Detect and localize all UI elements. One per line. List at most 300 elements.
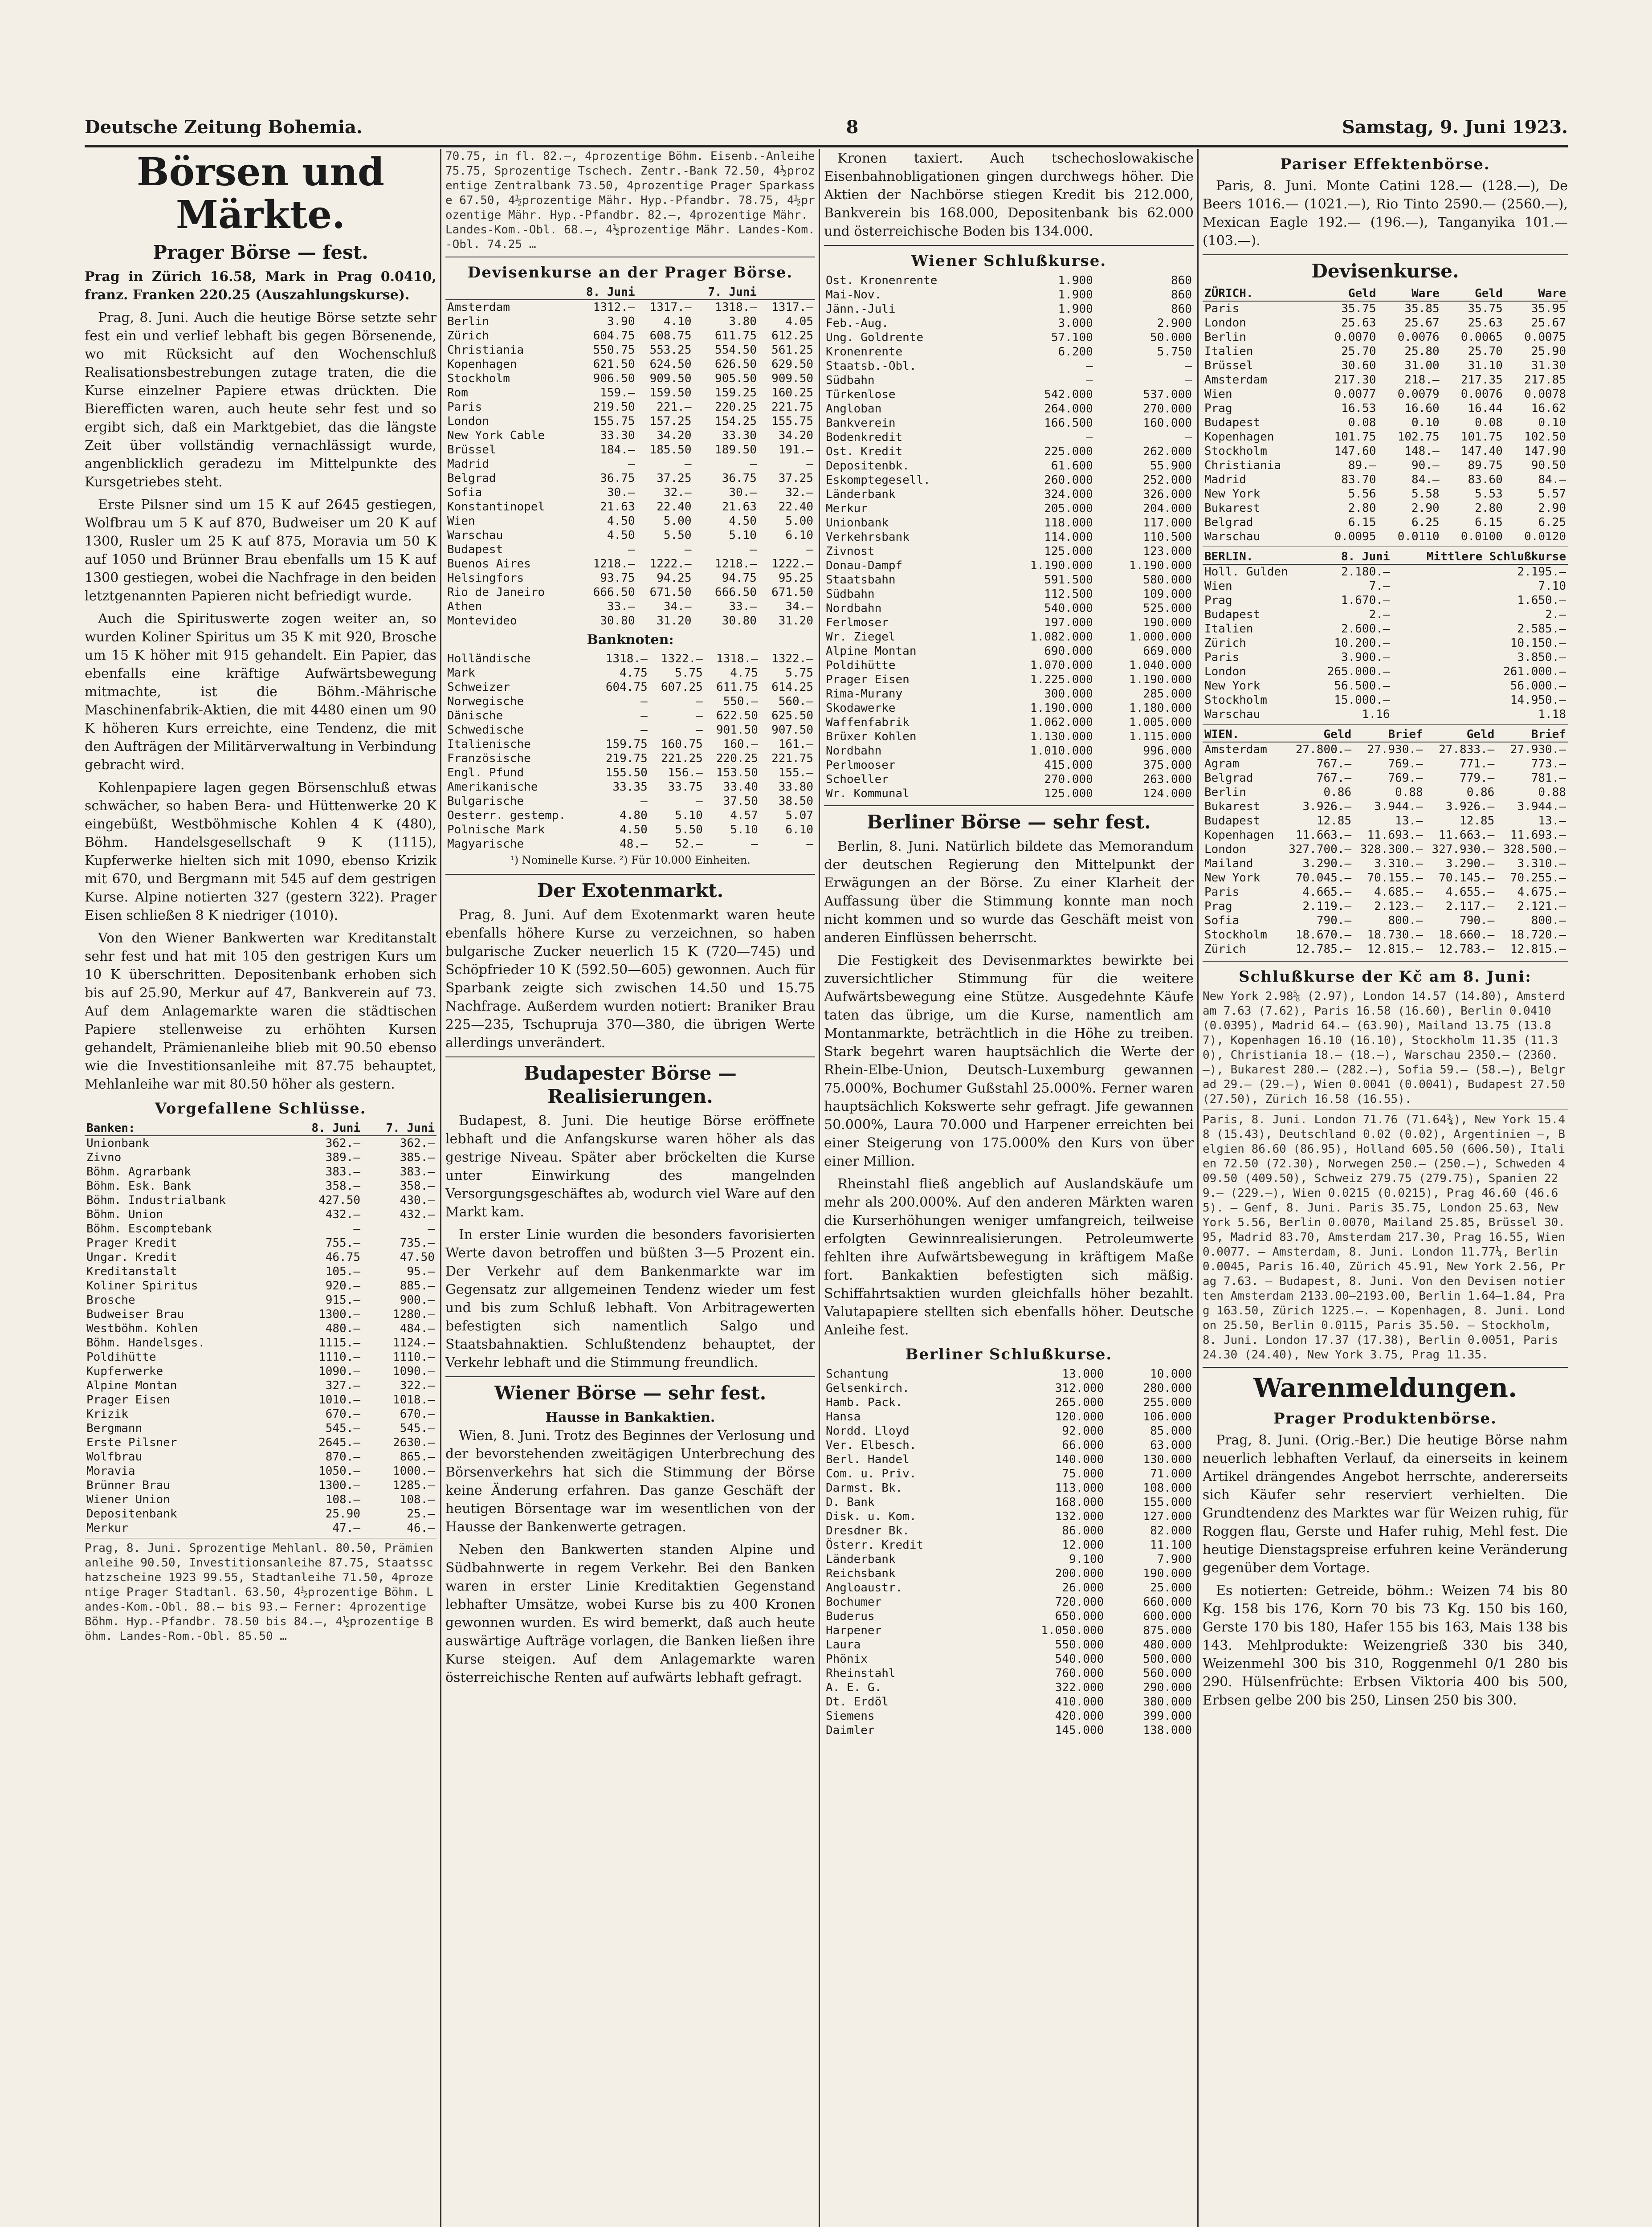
row-value: 95.— (407, 1265, 435, 1278)
row-value: 252.000 (1143, 473, 1192, 487)
row-value: — (1086, 431, 1093, 444)
table-row (1203, 622, 1568, 636)
row-label: Paris (447, 400, 482, 414)
row-value: 3.000 (1058, 317, 1093, 330)
row-label: Schweizer (447, 681, 510, 694)
row-label: Merkur (826, 502, 868, 515)
row-label: Italien (1204, 345, 1253, 358)
row-value: 34.20 (657, 429, 692, 442)
row-value: 779.— (1460, 771, 1495, 785)
row-value: 10.000 (1150, 1367, 1192, 1381)
row-value: 3.80 (729, 315, 757, 328)
row-value: 27.800.— (1295, 743, 1352, 756)
page-header (85, 111, 1568, 143)
table-row (1203, 444, 1568, 458)
row-value: 909.50 (771, 372, 813, 385)
row-value: 219.75 (605, 752, 648, 765)
row-value: 1.650.— (1517, 594, 1566, 607)
table-row (824, 373, 1194, 387)
column-divider (440, 149, 441, 2227)
row-label: Schantung (826, 1367, 889, 1381)
table-row (1203, 359, 1568, 373)
table-row (445, 314, 815, 329)
row-value: 4.685.— (1374, 885, 1423, 899)
table-row (824, 1695, 1194, 1709)
row-value: 324.000 (1044, 488, 1093, 501)
row-value: 10.200.— (1334, 636, 1390, 650)
row-value: 622.50 (716, 709, 758, 722)
row-label: A. E. G. (826, 1681, 882, 1694)
row-label: Zürich (1204, 636, 1246, 650)
prague-devisen-table (445, 285, 815, 628)
row-value: 607.25 (661, 681, 703, 694)
row-value: 106.000 (1143, 1410, 1192, 1423)
row-value: 5.10 (675, 809, 703, 822)
row-value: 16.62 (1531, 402, 1566, 415)
row-value: 328.300.— (1360, 843, 1423, 856)
row-value: 148.— (1404, 445, 1440, 458)
row-value: 907.50 (771, 723, 813, 737)
row-label: Laura (826, 1638, 861, 1652)
row-value: 6.15 (1475, 516, 1503, 529)
table-row (445, 428, 815, 443)
row-value: 1222.— (649, 557, 692, 571)
row-value: 383.— (400, 1165, 435, 1179)
table-row (824, 787, 1194, 801)
table-row (445, 414, 815, 428)
row-value: 1300.— (318, 1479, 360, 1492)
row-value: 155.75 (593, 415, 635, 428)
article-paragraph: Prag, 8. Juni. (Orig.-Ber.) Die heutige Börse nahm neuerlich lebhaften Verlauf, da einerseits in keinem Artikel drängendes Angebot herrschte, andererseits sich Käufer sehr reserviert verhielten. Die Grundtendenz des Marktes war für Weizen ruhig, für Roggen flau, Gerste und Hafer ruhig, Mehl fest. Die heutige Dienstagspreise erfuhren keine Veränderung gegenüber dem Vortage. (1203, 1432, 1568, 1576)
column-1 (85, 149, 436, 2227)
row-value: 46.— (407, 1521, 435, 1535)
exoten-article: Prag, 8. Juni. Auf dem Exotenmarkt waren heute ebenfalls höhere Kurse zu verzeichnen, so haben bulgarische Zucker neuerlich 15 K (720—745) und Schöpfrieder 10 K (592.50—605) gewonnen. Auch für Sparbank zeigte sich zwischen 14.50 und 15.75 Nachfrage. Außerdem wurden notiert: Braniker Brau 225—235, Tschupruja 370—380, die übrigen Werte allerdings unverändert. (445, 907, 815, 1051)
table-row (824, 658, 1194, 673)
row-value: 4.50 (607, 514, 635, 528)
row-value: — (640, 723, 648, 737)
row-value: 34.— (785, 600, 813, 613)
row-value: 906.50 (593, 372, 635, 385)
row-value: 375.000 (1143, 759, 1192, 772)
row-label: Böhm. Union (86, 1208, 163, 1221)
table-row (1203, 742, 1568, 757)
row-value: 34.— (663, 600, 692, 613)
row-value: — (684, 457, 692, 471)
row-value: 124.000 (1143, 787, 1192, 800)
row-value: 3.310.— (1517, 857, 1566, 870)
row-value: 93.75 (600, 571, 635, 585)
table-header-cell: ZÜRICH. (1203, 286, 1314, 301)
row-label: Brüxer Kohlen (826, 730, 917, 743)
exchange-rates-line: Prag in Zürich 16.58, Mark in Prag 0.0410, franz. Franken 220.25 (Auszahlungskurse). (85, 269, 436, 303)
row-label: London (447, 415, 489, 428)
row-label: Paris (1204, 885, 1240, 899)
row-value: 1110.— (318, 1350, 360, 1364)
row-value: 6.25 (1538, 516, 1566, 529)
row-value: 1318.— (715, 301, 757, 314)
row-value: 7.10 (1538, 579, 1566, 593)
row-label: Unionbank (826, 516, 889, 530)
row-value: 666.50 (593, 586, 635, 599)
row-value: 885.— (400, 1279, 435, 1293)
row-value: 7.— (1369, 579, 1390, 593)
banknoten-label: Banknoten: (587, 632, 674, 648)
table-row (1203, 515, 1568, 530)
row-value: 2.— (1369, 608, 1390, 621)
row-value: 155.50 (605, 766, 648, 779)
row-value: 0.88 (1538, 786, 1566, 799)
row-value: 1.005.000 (1129, 716, 1192, 729)
row-value: 735.— (400, 1236, 435, 1250)
table-header-cell: 8. Juni (571, 285, 636, 300)
table-row (445, 400, 815, 414)
row-label: Ferlmoser (826, 616, 889, 629)
row-label: Berl. Handel (826, 1453, 910, 1466)
row-label: Dt. Erdöl (826, 1695, 889, 1709)
produkten-article (1203, 1431, 1568, 1709)
row-value: 4.675.— (1517, 885, 1566, 899)
row-value: — (1185, 431, 1192, 444)
row-value: 327.— (325, 1379, 360, 1392)
table-header-cell: Banken: (85, 1121, 288, 1136)
row-value: 905.50 (715, 372, 757, 385)
row-value: 33.30 (722, 429, 757, 442)
row-value: 33.40 (723, 780, 758, 794)
article-paragraph: Es notierten: Getreide, böhm.: Weizen 74 bis 80 Kg. 158 bis 176, Korn 70 bis 73 Kg. 150 bis 160, Gerste 170 bis 180, Hafer 155 bis 163, Mais 138 bis 143. Mehlprodukte: Weizengrieß 330 bis 340, Weizenmehl 300 bis 310, Roggenmehl 0/1 280 bis 290. Hülsenfrüchte: Erbsen Viktoria 400 bis 500, Erbsen gelbe 200 bis 250, Linsen 250 bis 300. (1203, 1583, 1568, 1708)
row-value: 5.58 (1411, 487, 1440, 501)
table-row (824, 687, 1194, 701)
wien-closing-title: Wiener Schlußkurse. (911, 252, 1107, 270)
row-value: 2645.— (318, 1436, 360, 1449)
zurich-table (1203, 286, 1568, 544)
row-value: 16.60 (1404, 402, 1440, 415)
row-label: Phönix (826, 1652, 868, 1666)
row-value: 1218.— (715, 557, 757, 571)
row-label: Wien (447, 514, 475, 528)
row-value: 160.75 (661, 738, 703, 751)
row-value: 90.— (1411, 459, 1440, 472)
row-value: 3.290.— (1302, 857, 1352, 870)
row-value: 113.000 (1055, 1481, 1104, 1495)
row-value: 25.63 (1468, 316, 1503, 330)
row-value: 560.— (778, 695, 813, 708)
row-value: 11.693.— (1510, 828, 1566, 842)
row-value: 85.000 (1150, 1424, 1192, 1438)
row-value: 159.75 (605, 738, 648, 751)
row-value: 790.— (1460, 914, 1495, 927)
row-label: Kronenrente (826, 345, 903, 359)
row-value: 155.000 (1143, 1496, 1192, 1509)
row-label: Länderbank (826, 1553, 896, 1566)
table-row (445, 666, 815, 680)
row-value: 621.50 (593, 358, 635, 371)
row-value: 110.500 (1143, 530, 1192, 544)
row-value: 1090.— (393, 1365, 435, 1378)
row-label: Nordbahn (826, 602, 882, 615)
row-value: 0.0110 (1397, 530, 1440, 543)
wien-title: Wiener Börse — sehr fest. (494, 1382, 767, 1404)
table-row (1203, 785, 1568, 799)
row-value: — (696, 695, 703, 708)
row-label: Poldihütte (86, 1350, 156, 1364)
row-value: 0.88 (1395, 786, 1423, 799)
row-label: London (1204, 316, 1246, 330)
row-value: 101.75 (1334, 430, 1376, 444)
budapest-title: Budapester Börse — Realisierungen. (524, 1062, 737, 1107)
row-value: 33.— (607, 600, 635, 613)
table-header-cell: Mittlere Schlußkurse (1392, 550, 1568, 564)
row-value: 37.50 (723, 795, 758, 808)
row-value: 480.000 (1143, 1638, 1192, 1652)
row-value: 670.— (325, 1407, 360, 1421)
row-label: Montevideo (447, 614, 517, 628)
row-value: 2.117.— (1445, 900, 1495, 913)
row-value: 415.000 (1044, 759, 1093, 772)
row-value: 432.— (325, 1208, 360, 1221)
row-label: Madrid (447, 457, 489, 471)
row-value: 0.10 (1411, 416, 1440, 429)
row-value: 358.— (325, 1179, 360, 1193)
table-row (445, 357, 815, 371)
row-value: 604.75 (593, 329, 635, 343)
row-label: Eskomptegesell. (826, 473, 930, 487)
row-value: — (751, 837, 758, 851)
row-value: 27.833.— (1439, 743, 1495, 756)
row-value: 6.15 (1348, 516, 1376, 529)
row-value: 901.50 (716, 723, 758, 737)
row-value: 4.57 (730, 809, 758, 822)
row-value: 35.75 (1341, 302, 1376, 315)
row-value: 31.30 (1531, 359, 1566, 372)
table-row (1203, 564, 1568, 579)
row-value: 25.000 (1150, 1581, 1192, 1595)
row-label: Perlmooser (826, 759, 896, 772)
row-value: 217.30 (1334, 373, 1376, 387)
row-value: 1124.— (393, 1336, 435, 1350)
row-value: 30.60 (1341, 359, 1376, 372)
row-label: Wolfbrau (86, 1450, 143, 1464)
row-label: Wiener Union (86, 1493, 170, 1506)
wien-article-continued: Kronen taxiert. Auch tschechoslowakische Eisenbahnobligationen gingen durchwegs höher. Die Aktien der Nachbörse stiegen Kredit bis 212.000, Bankverein bis 168.000, Depositenbank bis 62.000 und österreichische Boden bis 134.000. (824, 151, 1194, 239)
exoten-title: Der Exotenmarkt. (537, 880, 724, 901)
row-value: 2.900 (1157, 317, 1192, 330)
row-value: 16.53 (1341, 402, 1376, 415)
row-value: 217.85 (1524, 373, 1566, 387)
wien-rates-table (1203, 727, 1568, 956)
row-value: 1090.— (318, 1365, 360, 1378)
table-row (445, 329, 815, 343)
row-value: 1000.— (393, 1464, 435, 1478)
row-label: Buenos Aires (447, 557, 531, 571)
row-value: 50.000 (1150, 331, 1192, 344)
row-value: 82.000 (1150, 1524, 1192, 1538)
row-value: 16.44 (1468, 402, 1503, 415)
table-row (824, 772, 1194, 787)
article-paragraph: Wien, 8. Juni. Trotz des Beginnes der Verlosung und der bevorstehenden zweitägigen Unterbrechung des Börsenverkehrs hat sich die Stimmung der Börse keine Änderung erfahren. Das ganze Geschäft der heutigen Börsentage war im wesentlichen von der Hausse der Bankenwerte getragen. (445, 1428, 815, 1535)
row-value: 1317.— (771, 301, 813, 314)
devisen-title: Devisenkurse. (1311, 260, 1459, 282)
row-value: 25.90 (1531, 345, 1566, 358)
table-row (1203, 771, 1568, 785)
article-paragraph: Von den Wiener Bankwerten war Kreditanstalt sehr fest und hat mit 105 den gestrigen Kurs um 10 K überschritten. Depositenbank erhoben sich bis auf 25.90, Merkur auf 47, Bankverein auf 73. Auf dem Anlagemarkte waren die städtischen Papiere stellenweise zu erhöhten Kursen gehandelt, Prämienanleihe blieb mit 90.50 ebenso wie die Investitionsanleihe mit 87.75 behauptet, Mehlanleihe war mit 80.50 höher als gestern. (85, 930, 436, 1092)
row-value: 2.121.— (1517, 900, 1566, 913)
table-row (824, 544, 1194, 559)
row-label: Christiania (1204, 459, 1281, 472)
row-label: Italienische (447, 738, 531, 751)
article-paragraph: Budapest, 8. Juni. Die heutige Börse eröffnete lebhaft und die Anfangskurse waren höher als das gestrige Niveau. Später aber bröckelten die Kurse unter Einwirkung des mangelnden Versorgungsgeschäftes ab, wodurch viel Ware auf den Markt kam. (445, 1113, 815, 1220)
row-value: 264.000 (1044, 402, 1093, 416)
row-value: 362.— (325, 1137, 360, 1150)
row-value: 30.80 (722, 614, 757, 628)
row-value: 147.40 (1460, 445, 1503, 458)
row-label: Holländische (447, 652, 531, 665)
table-row (824, 673, 1194, 687)
table-row (824, 1395, 1194, 1410)
row-label: Ver. Elbesch. (826, 1439, 917, 1452)
row-label: New York (1204, 871, 1260, 885)
row-value: 260.000 (1044, 473, 1093, 487)
row-label: Prager Eisen (826, 673, 910, 686)
row-label: Mark (447, 666, 475, 680)
row-label: Böhm. Agrarbank (86, 1165, 191, 1179)
table-row (445, 709, 815, 723)
row-value: 155.75 (771, 415, 813, 428)
row-value: 920.— (325, 1279, 360, 1293)
berlin-closing-title: Berliner Schlußkurse. (905, 1346, 1113, 1363)
table-row (824, 1410, 1194, 1424)
table-row (824, 744, 1194, 758)
row-value: 4.80 (620, 809, 648, 822)
row-label: Nordd. Lloyd (826, 1424, 910, 1438)
row-value: 1285.— (393, 1479, 435, 1492)
table-row (445, 571, 815, 585)
table-row (824, 559, 1194, 573)
row-value: 160.25 (771, 386, 813, 400)
row-value: 89.— (1348, 459, 1376, 472)
table-row (824, 473, 1194, 487)
table-header-cell: 7. Juni (362, 1121, 436, 1136)
row-value: 159.— (600, 386, 635, 400)
row-label: Rom (447, 386, 468, 400)
row-value: 860 (1171, 288, 1192, 302)
row-label: Konstantinopel (447, 500, 545, 514)
row-label: Prager Kredit (86, 1236, 177, 1250)
row-value: 31.00 (1404, 359, 1440, 372)
row-value: 31.20 (657, 614, 692, 628)
table-row (1203, 693, 1568, 707)
row-label: Budapest (1204, 608, 1260, 621)
row-value: 1.900 (1058, 288, 1093, 302)
table-row (824, 1609, 1194, 1623)
row-value: 608.75 (649, 329, 692, 343)
row-label: D. Bank (826, 1496, 875, 1509)
table-row (824, 402, 1194, 416)
row-value: 2630.— (393, 1436, 435, 1449)
row-value: 109.000 (1143, 587, 1192, 601)
row-value: 290.000 (1143, 1681, 1192, 1694)
row-value: 1.900 (1058, 274, 1093, 287)
article-paragraph: Kohlenpapiere lagen gegen Börsenschluß etwas schwächer, so haben Bera- und Hüttenwerke 20 K eingebüßt, Westböhmische Kohlen 4 K (480), Böhm. Handelsgesellschaft 9 K (1115), Kupferwerke hielten sich mit 1090, ebenso Krizik mit 670, und Bergmann mit 545 auf dem gestrigen Kurse. Alpine notierten 327 (gestern 322). Prager Eisen schließen 8 K niedriger (1010). (85, 780, 436, 923)
row-value: 0.0070 (1334, 330, 1376, 344)
table-row (85, 1222, 436, 1236)
row-label: Depositenbank (86, 1507, 177, 1521)
row-value: 0.86 (1323, 786, 1352, 799)
row-value: 219.50 (593, 400, 635, 414)
table-row (824, 644, 1194, 658)
table-row (824, 273, 1194, 288)
row-value: 221.— (657, 400, 692, 414)
row-label: Warschau (447, 529, 503, 542)
table-row (445, 371, 815, 386)
row-value: 25.67 (1531, 316, 1566, 330)
row-value: 1.18 (1538, 708, 1566, 721)
row-label: Bukarest (1204, 800, 1260, 813)
table-row (824, 630, 1194, 644)
table-row (1203, 914, 1568, 928)
row-value: 55.900 (1150, 459, 1192, 473)
row-value: 114.000 (1044, 530, 1093, 544)
table-row (824, 1509, 1194, 1524)
row-value: 221.75 (771, 752, 813, 765)
row-value: 0.0079 (1397, 387, 1440, 401)
row-label: Ungar. Kredit (86, 1251, 177, 1264)
table-row (445, 542, 815, 557)
issue-date: Samstag, 9. Juni 1923. (1342, 116, 1568, 138)
row-label: Siemens (826, 1709, 875, 1723)
row-value: 159.50 (649, 386, 692, 400)
row-value: 5.75 (785, 666, 813, 680)
row-value: 410.000 (1055, 1695, 1104, 1709)
row-value: 159.25 (715, 386, 757, 400)
row-value: 322.000 (1055, 1681, 1104, 1694)
row-value: 262.000 (1143, 445, 1192, 458)
table-header-cell: 8. Juni (288, 1121, 362, 1136)
row-value: 218.— (1404, 373, 1440, 387)
row-value: — (628, 543, 635, 556)
row-value: 161.— (778, 738, 813, 751)
row-value: 2.80 (1475, 502, 1503, 515)
row-value: 4.50 (607, 529, 635, 542)
table-row (445, 386, 815, 400)
row-label: Staatsbahn (826, 573, 896, 587)
row-value: 1218.— (593, 557, 635, 571)
row-label: Bulgarische (447, 795, 524, 808)
row-value: 0.0075 (1524, 330, 1566, 344)
row-value: 265.000 (1055, 1396, 1104, 1409)
column-4 (1203, 149, 1568, 2227)
row-value: 327.700.— (1289, 843, 1352, 856)
table-row (824, 1524, 1194, 1538)
row-value: 56.000.— (1510, 679, 1566, 693)
row-label: Wien (1204, 387, 1232, 401)
row-value: 12.85 (1460, 814, 1495, 828)
row-label: Wr. Ziegel (826, 630, 896, 644)
row-label: Bukarest (1204, 502, 1260, 515)
row-value: 11.663.— (1295, 828, 1352, 842)
row-label: Bankverein (826, 416, 896, 430)
devisen-footnote: ¹) Nominelle Kurse. ²) Für 10.000 Einheiten. (510, 854, 751, 866)
row-value: 769.— (1388, 757, 1423, 771)
table-row (445, 585, 815, 600)
table-row (1203, 650, 1568, 665)
table-header-cell (637, 285, 693, 300)
row-value: 21.63 (600, 500, 635, 514)
berlin-article (824, 837, 1194, 1339)
row-value: 10.150.— (1510, 636, 1566, 650)
table-header-cell: Ware (1378, 286, 1441, 301)
row-value: 31.10 (1468, 359, 1503, 372)
header-rule (85, 145, 1568, 147)
